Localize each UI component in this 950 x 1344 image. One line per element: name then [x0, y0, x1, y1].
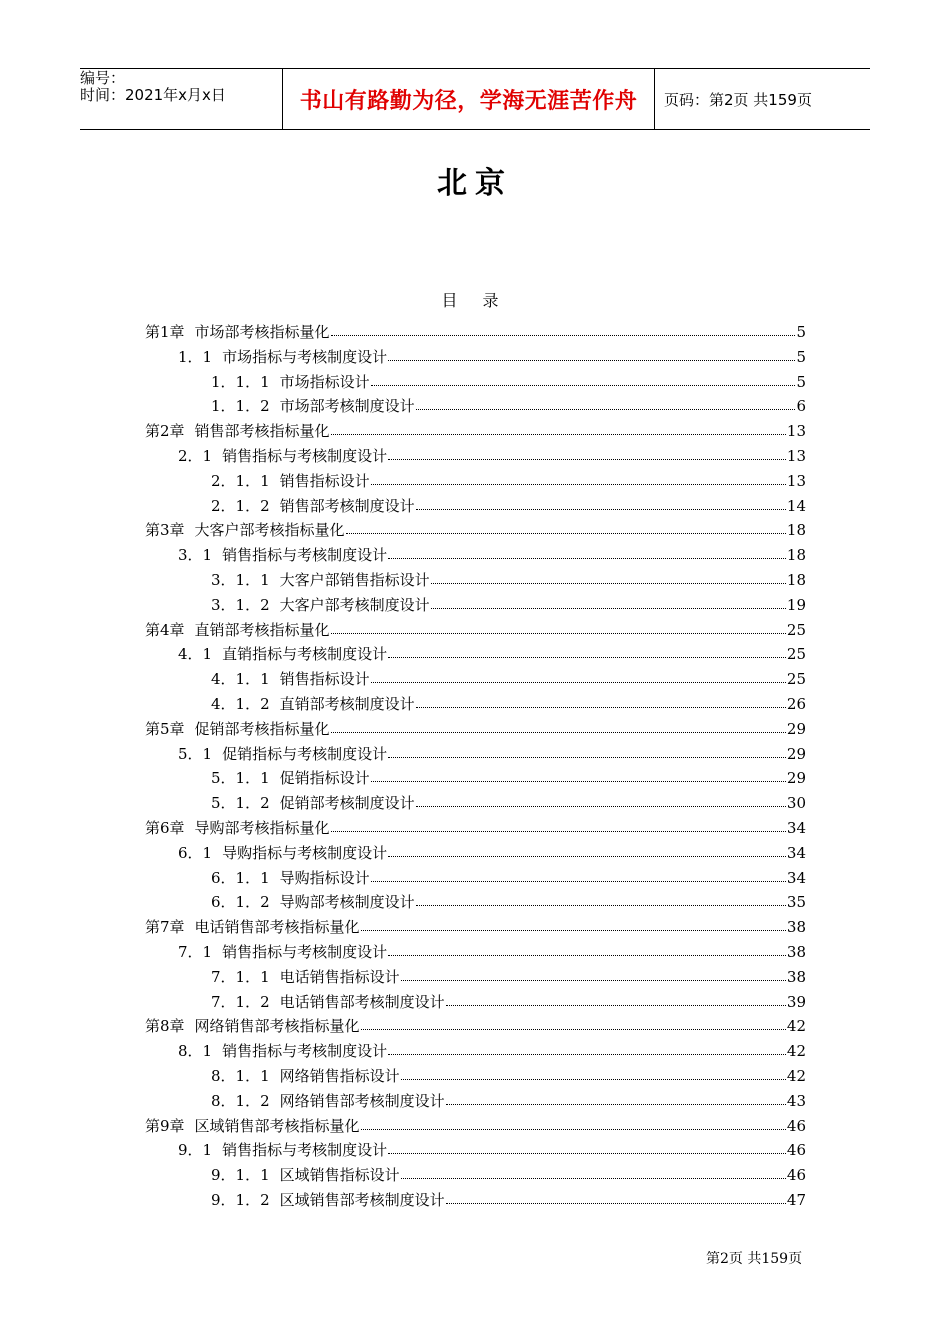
toc-entry-level-3[interactable]	[145, 890, 806, 915]
toc-entry-page: 38	[786, 967, 806, 986]
toc-entry-number: 9．1	[178, 1141, 213, 1160]
toc-entry-page: 14	[786, 496, 806, 515]
toc-entry-title: 网络销售指标设计	[279, 1066, 400, 1085]
toc-entry-page: 6	[796, 397, 806, 416]
toc-entry-number: 1．1．2	[211, 397, 270, 416]
toc-entry-number: 第8章	[145, 1017, 185, 1036]
toc-entry-level-2[interactable]	[145, 345, 806, 370]
toc-entry-number: 5．1．1	[211, 769, 270, 788]
toc-dot-leader	[388, 360, 795, 361]
toc-entry-level-2[interactable]	[145, 742, 806, 767]
toc-entry-title: 电话销售部考核制度设计	[279, 992, 445, 1011]
toc-entry-title: 区域销售指标设计	[279, 1166, 400, 1185]
toc-entry-page: 29	[786, 744, 806, 763]
toc-entry-title: 大客户部考核制度设计	[279, 595, 430, 614]
toc-entry-title: 大客户部考核指标量化	[194, 521, 345, 540]
toc-entry-level-3[interactable]	[145, 965, 806, 990]
toc-entry-page: 13	[786, 422, 806, 441]
toc-entry-title: 直销部考核制度设计	[279, 694, 415, 713]
toc-entry-page: 30	[786, 794, 806, 813]
toc-entry-number: 5．1．2	[211, 794, 270, 813]
toc-entry-page: 47	[786, 1190, 806, 1209]
toc-entry-title: 市场部考核制度设计	[279, 397, 415, 416]
toc-entry-page: 19	[786, 595, 806, 614]
toc-entry-title: 销售指标设计	[279, 670, 370, 689]
toc-entry-level-3[interactable]	[145, 370, 806, 395]
toc-entry-page: 39	[786, 992, 806, 1011]
toc-entry-title: 销售部考核制度设计	[279, 496, 415, 515]
toc-entry-level-3[interactable]	[145, 469, 806, 494]
toc-entry-page: 42	[786, 1042, 806, 1061]
toc-entry-page: 5	[796, 347, 806, 366]
toc-entry-level-1[interactable]	[145, 419, 806, 444]
toc-entry-level-1[interactable]	[145, 1014, 806, 1039]
toc-entry-page: 25	[786, 670, 806, 689]
table-of-contents	[145, 320, 806, 1213]
toc-dot-leader	[361, 1029, 786, 1030]
toc-entry-number: 6．1．2	[211, 893, 270, 912]
toc-entry-title: 市场指标设计	[279, 372, 370, 391]
toc-dot-leader	[388, 955, 786, 956]
toc-entry-page: 5	[796, 323, 806, 341]
toc-entry-title: 直销指标与考核制度设计	[222, 645, 388, 664]
toc-entry-number: 第2章	[145, 422, 185, 441]
toc-dot-leader	[401, 1079, 786, 1080]
toc-entry-title: 区域销售部考核制度设计	[279, 1190, 445, 1209]
toc-dot-leader	[371, 385, 796, 386]
toc-dot-leader	[416, 806, 786, 807]
toc-dot-leader	[388, 459, 786, 460]
toc-entry-level-3[interactable]	[145, 1188, 806, 1213]
toc-entry-level-1[interactable]	[145, 618, 806, 643]
toc-entry-number: 8．1	[178, 1042, 213, 1061]
toc-entry-level-3[interactable]	[145, 1163, 806, 1188]
toc-entry-level-3[interactable]	[145, 866, 806, 891]
toc-dot-leader	[446, 1005, 786, 1006]
toc-dot-leader	[371, 781, 786, 782]
toc-entry-page: 34	[786, 818, 806, 837]
toc-entry-page: 34	[786, 868, 806, 887]
toc-entry-title: 网络销售部考核指标量化	[194, 1017, 360, 1036]
toc-entry-page: 25	[786, 620, 806, 639]
toc-entry-number: 7．1．2	[211, 992, 270, 1011]
toc-entry-title: 销售指标设计	[279, 471, 370, 490]
toc-entry-number: 3．1．2	[211, 595, 270, 614]
toc-entry-title: 促销指标与考核制度设计	[222, 744, 388, 763]
toc-entry-number: 3．1．1	[211, 570, 270, 589]
toc-entry-page: 13	[786, 471, 806, 490]
toc-entry-number: 4．1．1	[211, 670, 270, 689]
toc-dot-leader	[388, 856, 786, 857]
toc-entry-page: 38	[786, 918, 806, 937]
toc-dot-leader	[388, 757, 786, 758]
toc-entry-page: 29	[786, 769, 806, 788]
toc-dot-leader	[388, 1054, 786, 1055]
toc-entry-level-3[interactable]	[145, 791, 806, 816]
toc-dot-leader	[388, 1153, 786, 1154]
toc-entry-number: 8．1．2	[211, 1091, 270, 1110]
toc-entry-number: 2．1．1	[211, 471, 270, 490]
toc-dot-leader	[401, 1178, 786, 1179]
toc-entry-title: 直销部考核指标量化	[194, 620, 330, 639]
document-date: 时间：2021年x月x日	[80, 86, 226, 104]
toc-entry-level-1[interactable]	[145, 816, 806, 841]
toc-entry-number: 3．1	[178, 546, 213, 565]
toc-entry-level-3[interactable]	[145, 1089, 806, 1114]
toc-entry-page: 38	[786, 942, 806, 961]
toc-entry-number: 7．1	[178, 942, 213, 961]
toc-dot-leader	[416, 905, 786, 906]
toc-entry-page: 34	[786, 843, 806, 862]
toc-dot-leader	[416, 409, 796, 410]
toc-entry-level-2[interactable]	[145, 543, 806, 568]
toc-entry-page: 5	[796, 372, 806, 391]
toc-entry-title: 销售指标与考核制度设计	[222, 446, 388, 465]
toc-entry-page: 42	[786, 1017, 806, 1036]
toc-entry-title: 销售指标与考核制度设计	[222, 1042, 388, 1061]
document-title: 北京	[437, 166, 513, 201]
toc-dot-leader	[388, 657, 786, 658]
toc-entry-page: 25	[786, 645, 806, 664]
toc-entry-page: 18	[786, 546, 806, 565]
toc-entry-page: 26	[786, 694, 806, 713]
toc-entry-title: 导购指标与考核制度设计	[222, 843, 388, 862]
document-number-label: 编号：	[80, 69, 126, 87]
toc-entry-number: 2．1	[178, 446, 213, 465]
toc-dot-leader	[446, 1203, 786, 1204]
toc-entry-level-1[interactable]	[145, 915, 806, 940]
toc-dot-leader	[416, 509, 786, 510]
toc-entry-level-2[interactable]	[145, 444, 806, 469]
toc-entry-level-3[interactable]	[145, 667, 806, 692]
toc-entry-title: 市场部考核指标量化	[194, 323, 330, 341]
toc-entry-page: 18	[786, 570, 806, 589]
toc-entry-title: 导购部考核指标量化	[194, 818, 330, 837]
toc-entry-level-3[interactable]	[145, 568, 806, 593]
toc-entry-title: 导购指标设计	[279, 868, 370, 887]
toc-dot-leader	[331, 732, 786, 733]
toc-heading: 目 录	[441, 291, 509, 310]
toc-dot-leader	[331, 831, 786, 832]
toc-entry-number: 1．1．1	[211, 372, 270, 391]
toc-entry-level-3[interactable]	[145, 394, 806, 419]
toc-dot-leader	[431, 608, 786, 609]
toc-entry-level-3[interactable]	[145, 494, 806, 519]
toc-entry-number: 第5章	[145, 719, 185, 738]
toc-entry-number: 6．1．1	[211, 868, 270, 887]
toc-entry-page: 43	[786, 1091, 806, 1110]
toc-entry-level-3[interactable]	[145, 593, 806, 618]
toc-entry-title: 销售指标与考核制度设计	[222, 1141, 388, 1160]
toc-dot-leader	[331, 633, 786, 634]
toc-entry-level-2[interactable]	[145, 642, 806, 667]
header-page-info: 页码：第2页 共159页	[664, 90, 812, 109]
toc-dot-leader	[416, 707, 786, 708]
toc-entry-page: 35	[786, 893, 806, 912]
toc-entry-page: 18	[786, 521, 806, 540]
toc-entry-title: 促销指标设计	[279, 769, 370, 788]
toc-entry-number: 9．1．2	[211, 1190, 270, 1209]
toc-dot-leader	[361, 930, 786, 931]
toc-entry-number: 4．1．2	[211, 694, 270, 713]
toc-entry-number: 8．1．1	[211, 1066, 270, 1085]
toc-entry-page: 42	[786, 1066, 806, 1085]
toc-entry-number: 第3章	[145, 521, 185, 540]
toc-dot-leader	[431, 583, 786, 584]
toc-entry-number: 5．1	[178, 744, 213, 763]
toc-entry-title: 网络销售部考核制度设计	[279, 1091, 445, 1110]
toc-dot-leader	[371, 682, 786, 683]
page-header	[80, 68, 870, 130]
toc-entry-number: 第4章	[145, 620, 185, 639]
toc-entry-level-2[interactable]	[145, 841, 806, 866]
toc-entry-title: 市场指标与考核制度设计	[222, 347, 388, 366]
toc-entry-title: 销售指标与考核制度设计	[222, 546, 388, 565]
toc-dot-leader	[346, 533, 786, 534]
toc-entry-number: 6．1	[178, 843, 213, 862]
toc-dot-leader	[331, 335, 796, 336]
toc-entry-page: 46	[786, 1141, 806, 1160]
toc-entry-page: 46	[786, 1116, 806, 1135]
toc-entry-level-1[interactable]	[145, 518, 806, 543]
toc-entry-page: 29	[786, 719, 806, 738]
toc-entry-title: 电话销售部考核指标量化	[194, 918, 360, 937]
toc-entry-level-2[interactable]	[145, 1039, 806, 1064]
toc-entry-level-1[interactable]	[145, 717, 806, 742]
toc-dot-leader	[388, 558, 786, 559]
toc-entry-title: 导购部考核制度设计	[279, 893, 415, 912]
toc-entry-level-3[interactable]	[145, 766, 806, 791]
toc-entry-number: 第9章	[145, 1116, 185, 1135]
header-motto: 书山有路勤为径，学海无涯苦作舟	[282, 69, 655, 129]
toc-entry-level-2[interactable]	[145, 940, 806, 965]
toc-entry-page: 46	[786, 1166, 806, 1185]
toc-entry-number: 7．1．1	[211, 967, 270, 986]
toc-entry-level-3[interactable]	[145, 1064, 806, 1089]
toc-entry-title: 促销部考核指标量化	[194, 719, 330, 738]
toc-dot-leader	[401, 980, 786, 981]
toc-entry-number: 第6章	[145, 818, 185, 837]
toc-dot-leader	[361, 1129, 786, 1130]
toc-entry-title: 销售指标与考核制度设计	[222, 942, 388, 961]
header-meta	[80, 69, 282, 129]
toc-entry-title: 电话销售指标设计	[279, 967, 400, 986]
toc-entry-number: 1．1	[178, 347, 213, 366]
toc-entry-title: 大客户部销售指标设计	[279, 570, 430, 589]
toc-dot-leader	[371, 881, 786, 882]
toc-entry-level-3[interactable]	[145, 692, 806, 717]
toc-entry-title: 销售部考核指标量化	[194, 422, 330, 441]
toc-dot-leader	[446, 1104, 786, 1105]
toc-entry-level-1[interactable]	[145, 1114, 806, 1139]
toc-entry-number: 2．1．2	[211, 496, 270, 515]
page-footer: 第2页 共159页	[706, 1251, 803, 1267]
toc-entry-level-3[interactable]	[145, 990, 806, 1015]
toc-dot-leader	[371, 484, 786, 485]
toc-entry-page: 13	[786, 446, 806, 465]
toc-entry-number: 第7章	[145, 918, 185, 937]
toc-entry-title: 促销部考核制度设计	[279, 794, 415, 813]
toc-entry-number: 9．1．1	[211, 1166, 270, 1185]
toc-entry-number: 第1章	[145, 323, 185, 341]
toc-dot-leader	[331, 434, 786, 435]
toc-entry-title: 区域销售部考核指标量化	[194, 1116, 360, 1135]
toc-entry-number: 4．1	[178, 645, 213, 664]
toc-entry-level-2[interactable]	[145, 1138, 806, 1163]
toc-entry-level-1[interactable]	[145, 320, 806, 345]
